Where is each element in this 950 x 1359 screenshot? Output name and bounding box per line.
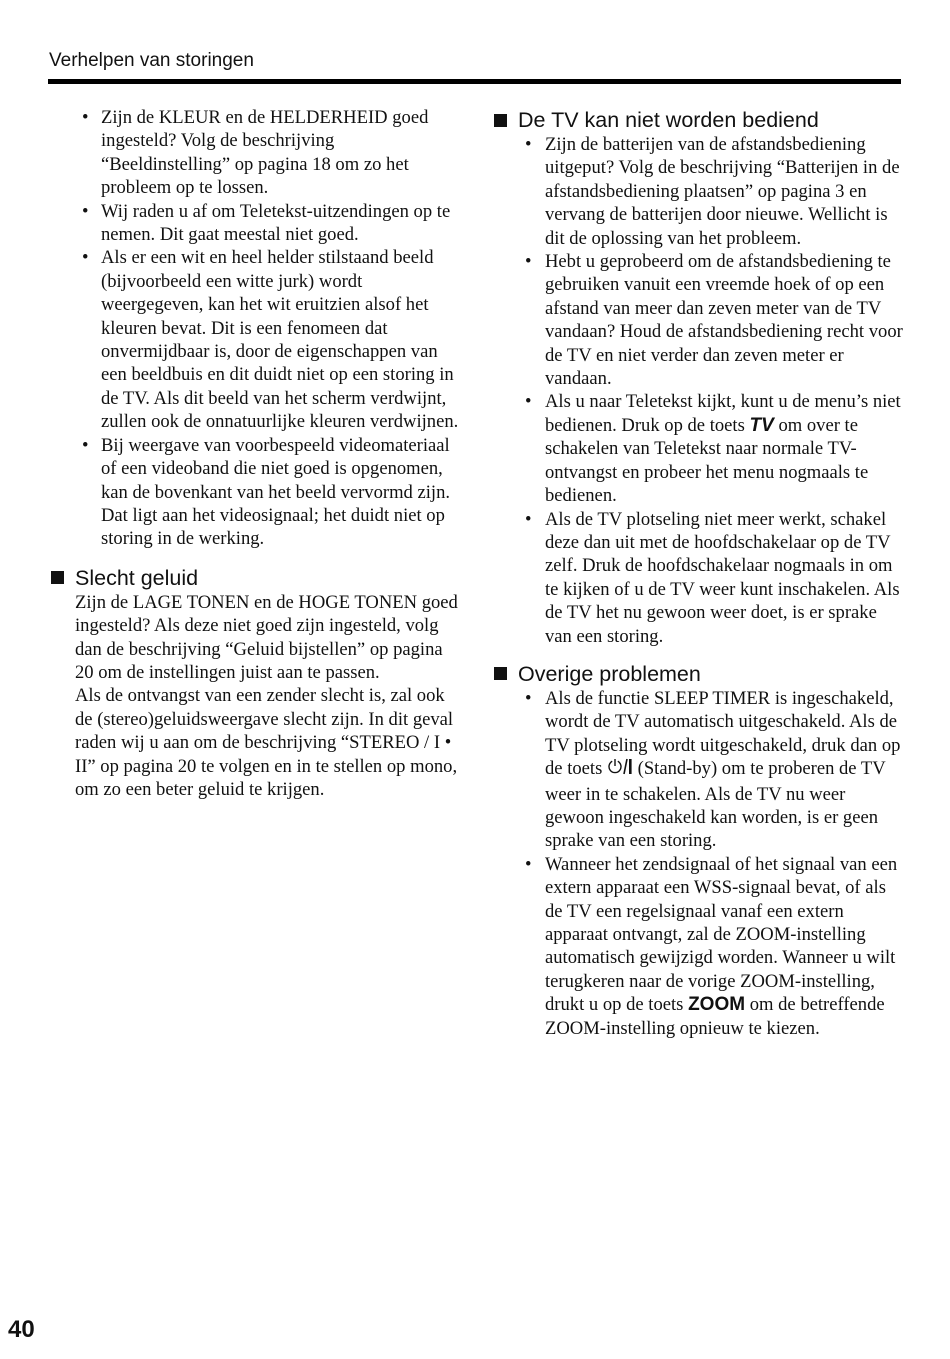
header-rule <box>48 79 901 84</box>
square-bullet-icon <box>494 114 507 127</box>
square-bullet-icon <box>51 571 64 584</box>
page-number: 40 <box>8 1316 35 1343</box>
sound-paragraph-1: Zijn de LAGE TONEN en de HOGE TONEN goed ingesteld? Als deze niet goed zijn ingesteld, volg dan de beschrijving “Geluid bijstellen” op pagina 20 om de instellingen juist aan te passen. <box>75 591 458 683</box>
page-header-title: Verhelpen van storingen <box>49 50 254 71</box>
list-item <box>492 390 904 507</box>
list-item-text: om de betreffende ZOOM-instelling opnieuw te kiezen. <box>545 994 885 1039</box>
square-bullet-icon <box>494 667 507 680</box>
heading-text: De TV kan niet worden bediend <box>518 108 819 132</box>
heading-overige-problemen <box>492 661 904 687</box>
list-item <box>492 687 904 853</box>
heading-text: Slecht geluid <box>75 565 199 590</box>
picture-tips-list <box>49 106 459 551</box>
list-item-text: om over te schakelen van Teletekst naar normale TV-ontvangst en probeer het menu nogmaals te bedienen. <box>545 414 869 507</box>
standby-power-icon <box>607 758 633 782</box>
list-item <box>492 853 904 1040</box>
list-item: • Zijn de KLEUR en de HELDERHEID goed ingesteld? Volg de beschrijving “Beeldinstelling” op pagina 18 om zo het probleem op te lossen. <box>49 106 459 200</box>
control-tips-list <box>492 133 904 648</box>
tv-key-label: TV <box>749 414 774 436</box>
heading-text: Overige problemen <box>518 661 701 686</box>
list-item-text: Wanneer het zendsignaal of het signaal van een extern apparaat een WSS-signaal bevat, of als de TV een regelsignaal vanaf een extern apparaat ontvangt, zal de ZOOM-instelling automatisch gewijzigd worden. Wanneer u wilt terugkeren naar de vorige ZOOM-instelling, drukt u op de toets <box>545 853 898 1016</box>
list-item-text: Als u naar Teletekst kijkt, kunt u de menu’s niet bedienen. Druk op de toets <box>545 391 901 436</box>
zoom-key-label: ZOOM <box>688 994 746 1016</box>
heading-slecht-geluid <box>49 565 459 591</box>
list-item-text: (Stand-by) om te proberen de TV weer in te schakelen. Als de TV nu weer gewoon ingeschakeld kan worden, is er geen sprake van een storing. <box>545 758 886 852</box>
left-column <box>49 106 459 801</box>
list-item-text: Als de functie SLEEP TIMER is ingeschakeld, wordt de TV automatisch uitgeschakeld. Als de TV plotseling wordt uitgeschakeld, druk dan op de toets <box>545 687 901 780</box>
list-item: • Als er een wit en heel helder stilstaand beeld (bijvoorbeeld een witte jurk) wordt weergegeven, kan het wit eruitzien alsof het kleuren bevat. Dit is een fenomeen dat onvermijdbaar is, door de eigenschappen van een beeldbuis en dit duidt niet op een storing in de TV. Als dit beeld van het scherm verdwijnt, zullen ook de onnatuurlijke kleuren verdwijnen. <box>49 246 459 433</box>
list-item: • Als de TV plotseling niet meer werkt, schakel deze dan uit met de hoofdschakelaar op de TV zelf. Druk de hoofdschakelaar nogmaals in om te kijken of u de TV weer kunt inschakelen. Als de TV het nu gewoon weer doet, is er sprake van een storing. <box>492 508 904 648</box>
right-column <box>492 107 904 1040</box>
heading-tv-not-operable <box>492 107 904 133</box>
list-item: • Zijn de batterijen van de afstandsbediening uitgeput? Volg de beschrijving “Batterijen in de afstandsbediening plaatsen” op pagina 3 en vervang de batterijen door nieuwe. Wellicht is dit de oplossing van het probleem. <box>492 133 904 250</box>
other-problems-list <box>492 687 904 1040</box>
list-item: • Wij raden u af om Teletekst-uitzendingen op te nemen. Dit gaat meestal niet goed. <box>49 200 459 247</box>
list-item: • Hebt u geprobeerd om de afstandsbediening te gebruiken vanuit een vreemde hoek of op een afstand van meer dan zeven meter van de TV vandaan? Houd de afstandsbediening recht voor de TV en niet verder dan zeven meter er vandaan. <box>492 250 904 390</box>
sound-paragraph-2: Als de ontvangst van een zender slecht is, zal ook de (stereo)geluidsweergave slecht zijn. In dit geval raden wij u aan om de beschrijving “STEREO / I • II” op pagina 20 te volgen en in te stellen op mono, om zo een beter geluid te krijgen. <box>75 685 458 800</box>
list-item: • Bij weergave van voorbespeeld videomateriaal of een videoband die niet goed is opgenomen, kan de bovenkant van het beeld vervormd zijn. Dat ligt aan het videosignaal; het duidt niet op storing in de werking. <box>49 434 459 551</box>
